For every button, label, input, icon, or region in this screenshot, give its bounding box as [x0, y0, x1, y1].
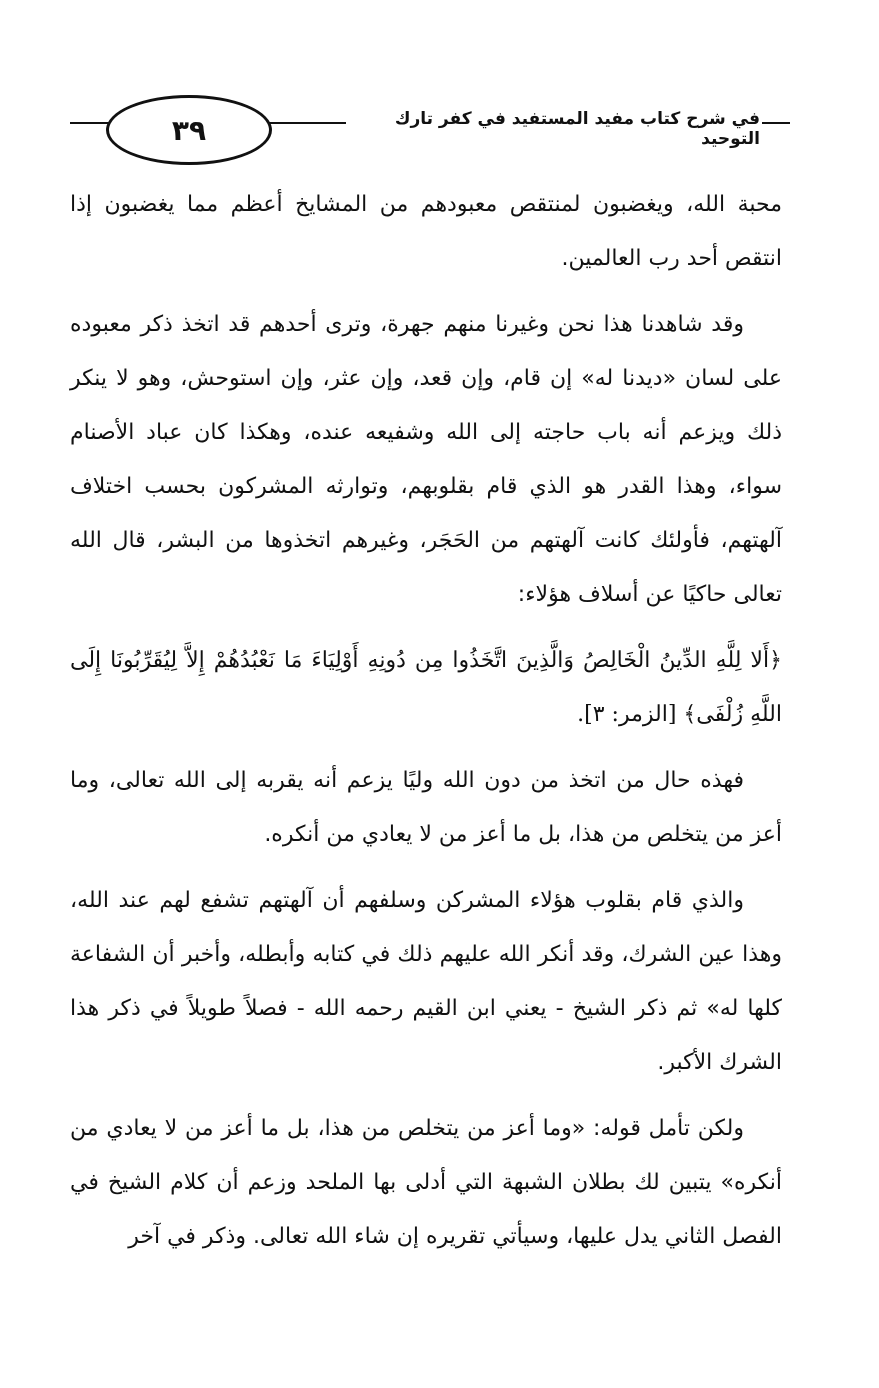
paragraph: ولكن تأمل قوله: «وما أعز من يتخلص من هذا، بل ما أعز من لا يعادي من أنكره» يتبين لك بطلان الشبهة التي أدلى بها الملحد وزعم أن كلام الشيخ في الفصل الثاني يدل عليها، وسيأتي تقريره إن شاء الله تعالى. وذكر في آخر — [70, 1116, 782, 1249]
paragraph: والذي قام بقلوب هؤلاء المشركن وسلفهم أن آلهتهم تشفع لهم عند الله، وهذا عين الشرك، وقد أنكر الله عليهم ذلك في كتابه وأبطله، وأخبر أن الشفاعة كلها له» ثم ذكر الشيخ - يعني ابن القيم رحمه الله - فصلاً طويلاً في ذكر هذا الشرك الأكبر. — [70, 888, 782, 1075]
page-header — [70, 95, 790, 163]
page-number: ٣٩ — [106, 95, 272, 165]
header-rule-middle — [266, 122, 346, 128]
header-rule-right — [762, 122, 790, 128]
paragraph: وقد شاهدنا هذا نحن وغيرنا منهم جهرة، وترى أحدهم قد اتخذ ذكر معبوده على لسان «ديدنا له» إن قام، وإن قعد، وإن عثر، وإن استوحش، وهو لا ينكر ذلك ويزعم أنه باب حاجته إلى الله وشفيعه عنده، وهكذا كان عباد الأصنام سواء، وهذا القدر هو الذي قام بقلوبهم، وتوارثه المشركون بحسب اختلاف آلهتهم، فأولئك كانت آلهتهم من الحَجَر، وغيرهم اتخذوها من البشر، قال الله تعالى حاكيًا عن أسلاف هؤلاء: — [70, 312, 782, 607]
paragraph: محبة الله، ويغضبون لمنتقص معبودهم من المشايخ أعظم مما يغضبون إذا انتقص أحد رب العالمين. — [70, 192, 782, 271]
main-text — [70, 178, 782, 1276]
paragraph: فهذه حال من اتخذ من دون الله وليًا يزعم أنه يقربه إلى الله تعالى، وما أعز من يتخلص من هذا، بل ما أعز من لا يعادي من أنكره. — [70, 768, 782, 847]
header-rule-left — [70, 122, 110, 128]
quran-verse: ﴿أَلا لِلَّهِ الدِّينُ الْخَالِصُ وَالَّذِينَ اتَّخَذُوا مِن دُونِهِ أَوْلِيَاءَ مَا نَعْبُدُهُمْ إِلاَّ لِيُقَرِّبُونَا إِلَى اللَّهِ زُلْفَى﴾ [الزمر: ٣]. — [70, 648, 782, 727]
running-title: في شرح كتاب مفيد المستفيد في كفر تارك التوحيد — [394, 109, 760, 149]
